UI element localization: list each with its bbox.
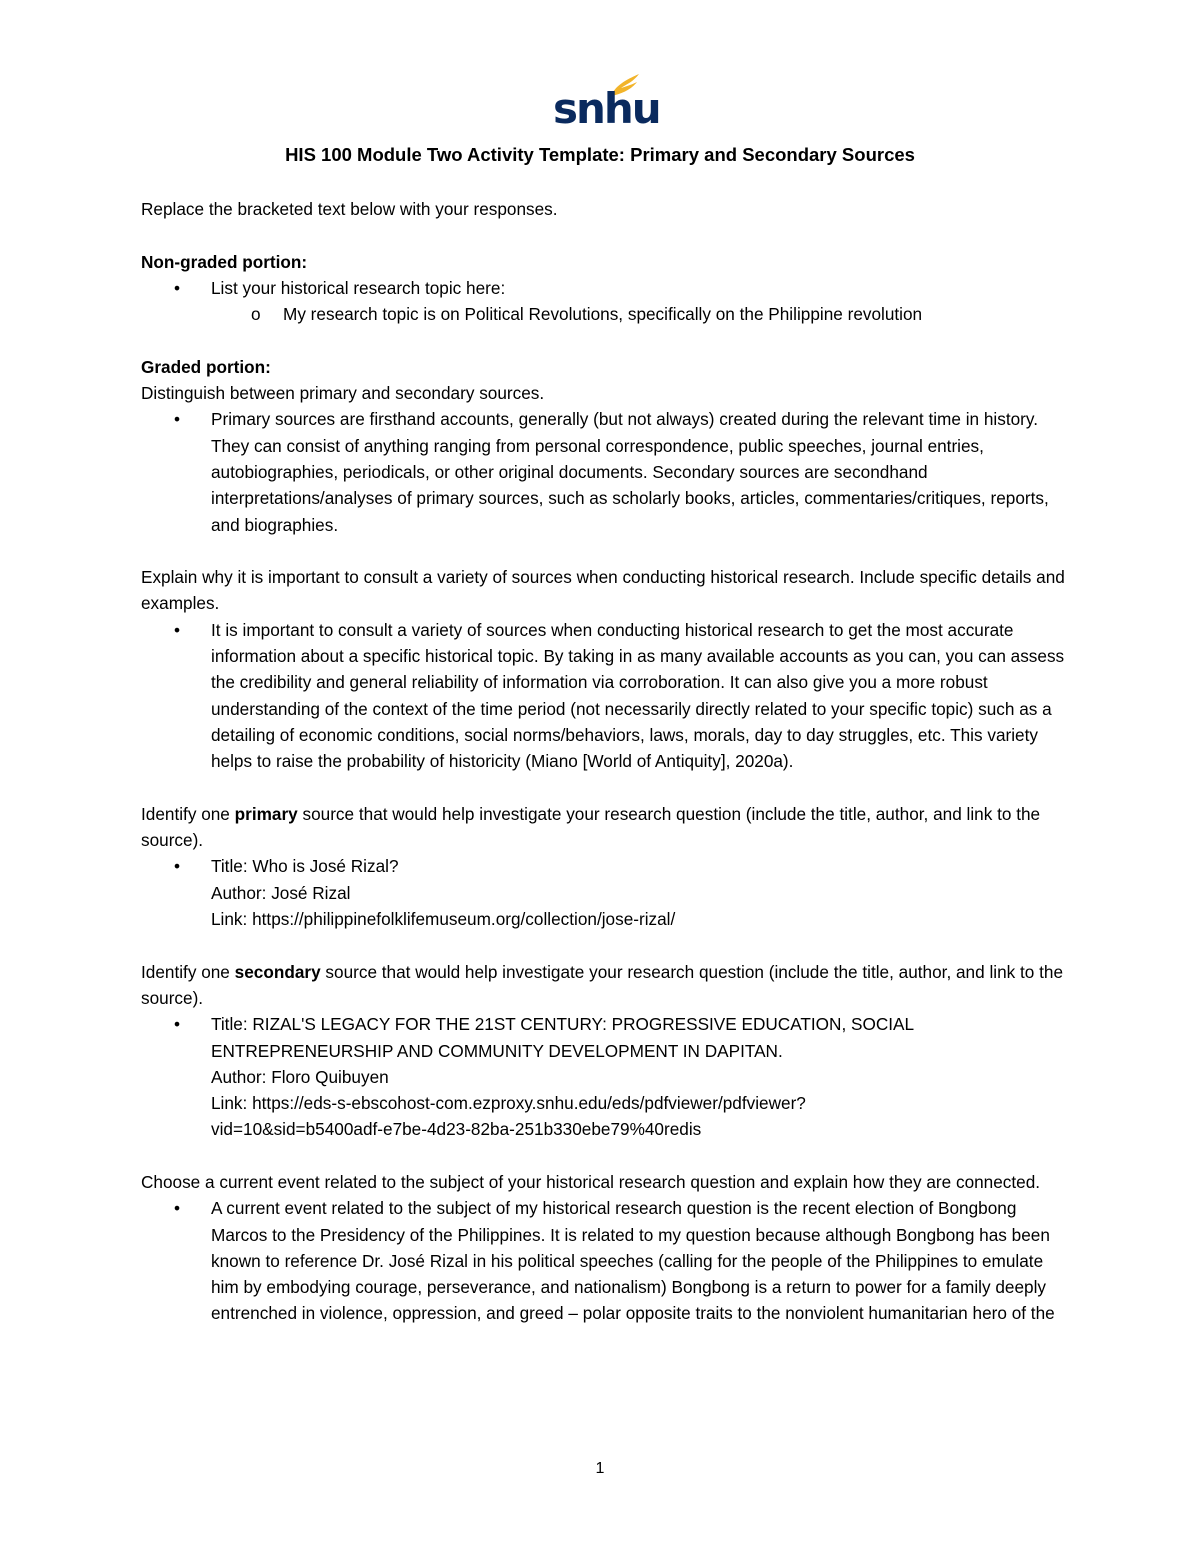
q5-prompt: Choose a current event related to the subject of your historical research question and explain how they are connected. xyxy=(141,1171,1041,1192)
snhu-logo xyxy=(553,72,660,134)
q5-answer: • A current event related to the subject of my historical research question is the recent election of Bongbong Marcos to the Presidency of the Philippines. It is related to my question because although Bongbong has been known to reference Dr. José Rizal in his political speeches (calling for the people of the Philippines to emulate him by embodying courage, perseverance, and nationalism) Bongbong is a return to power for a family deeply entrenched in violence, oppression, and greed – polar opposite traits to the nonviolent humanitarian hero of the xyxy=(141,1195,1071,1326)
q4-title: • Title: RIZAL'S LEGACY FOR THE 21ST CENTURY: PROGRESSIVE EDUCATION, SOCIAL ENTREPRENEURSHIP AND COMMUNITY DEVELOPMENT IN DAPITAN. xyxy=(211,1014,914,1061)
non-graded-answer: o My research topic is on Political Revolutions, specifically on the Philippine revolution xyxy=(141,301,1071,327)
q1-answer: • Primary sources are firsthand accounts, generally (but not always) created during the relevant time in history. They can consist of anything ranging from personal correspondence, public speeches, journal entries, autobiographies, periodicals, or other original documents. Secondary sources are secondhand interpretations/analyses of primary sources, such as scholarly books, articles, commentaries/critiques, reports, and biographies. xyxy=(141,406,1071,537)
q3-author: Author: José Rizal xyxy=(211,882,351,903)
q3-prompt: Identify one primary source that would help investigate your research question (include the title, author, and link to the source). xyxy=(141,803,1041,851)
non-graded-prompt: • List your historical research topic here: xyxy=(141,275,1071,301)
q4-answer xyxy=(141,1011,1071,1142)
document-title: HIS 100 Module Two Activity Template: Primary and Secondary Sources xyxy=(285,144,915,165)
q4-prompt: Identify one secondary source that would help investigate your research question (include the title, author, and link to the source). xyxy=(141,961,1064,1008)
logo-text: snhu xyxy=(553,84,660,133)
non-graded-heading: Non-graded portion: xyxy=(141,251,308,272)
q3-link[interactable]: Link: https://philippinefolklifemuseum.org/collection/jose-rizal/ xyxy=(211,909,676,930)
q4-author: Author: Floro Quibuyen xyxy=(211,1066,389,1087)
q3-answer xyxy=(141,853,1071,932)
page-number: 1 xyxy=(595,1460,605,1477)
graded-heading: Graded portion: xyxy=(141,356,271,377)
document-body xyxy=(141,196,1071,1327)
q2-answer: • It is important to consult a variety of sources when conducting historical research to get the most accurate information about a specific historical topic. By taking in as many available accounts as you can, you can assess the credibility and general reliability of information via corroboration. It can also give you a more robust understanding of the context of the time period (not necessarily directly related to your specific topic) such as a detailing of economic conditions, social norms/behaviors, laws, morals, day to day struggles, etc. This variety helps to raise the probability of historicity (Miano [World of Antiquity], 2020a). xyxy=(141,617,1071,775)
q1-prompt: Distinguish between primary and secondary sources. xyxy=(141,383,545,404)
instructions: Replace the bracketed text below with your responses. xyxy=(141,199,558,219)
q4-link[interactable]: Link: https://eds-s-ebscohost-com.ezproxy.snhu.edu/eds/pdfviewer/pdfviewer? vid=10&sid=b5400adf-e7be-4d23-82ba-251b330ebe79%40redis xyxy=(211,1093,806,1140)
q2-prompt: Explain why it is important to consult a variety of sources when conducting historical research. Include specific details and examples. xyxy=(141,567,1065,614)
q3-title: • Title: Who is José Rizal? xyxy=(211,856,399,877)
